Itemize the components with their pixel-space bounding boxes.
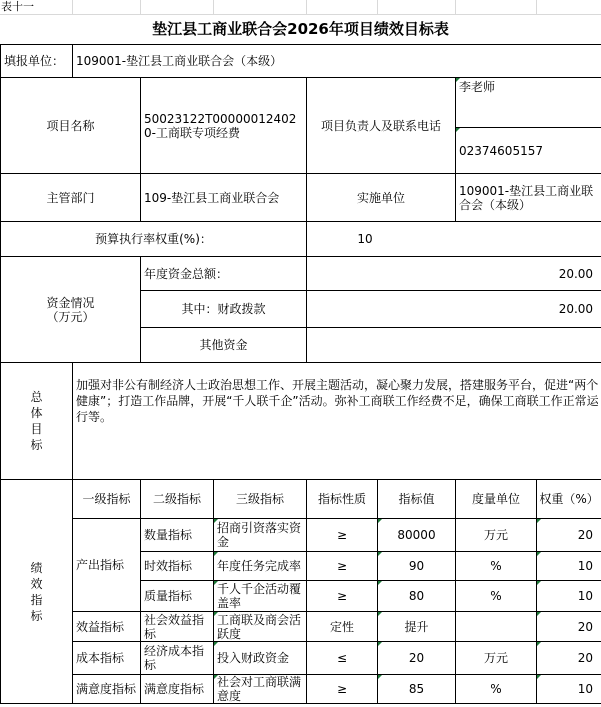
funds-fiscal-value: 20.00 bbox=[307, 291, 601, 328]
impl-label: 实施单位 bbox=[307, 174, 456, 222]
perf-unit: 万元 bbox=[456, 642, 537, 675]
funds-total-label: 年度资金总额： bbox=[141, 257, 307, 291]
perf-nature: ≥ bbox=[307, 581, 378, 612]
perf-weight: 20 bbox=[537, 519, 601, 552]
perf-l2: 时效指标 bbox=[141, 552, 214, 581]
header-unit: 度量单位 bbox=[456, 480, 537, 519]
perf-unit: 万元 bbox=[456, 519, 537, 552]
grid-line bbox=[377, 0, 378, 15]
header-l2: 二级指标 bbox=[141, 480, 214, 519]
header-l1: 一级指标 bbox=[73, 480, 141, 519]
perf-l3: 工商联及商会活跃度 bbox=[214, 612, 307, 642]
perf-label: 绩效指标 bbox=[30, 560, 43, 623]
perf-value: 20 bbox=[378, 642, 456, 675]
perf-l3: 社会对工商联满意度 bbox=[214, 675, 307, 704]
perf-unit bbox=[456, 612, 537, 642]
perf-nature: ≥ bbox=[307, 675, 378, 704]
perf-nature: ≤ bbox=[307, 642, 378, 675]
funds-total-value: 20.00 bbox=[307, 257, 601, 291]
perf-weight: 10 bbox=[537, 581, 601, 612]
perf-value: 80000 bbox=[378, 519, 456, 552]
perf-l3: 千人千企活动覆盖率 bbox=[214, 581, 307, 612]
grid-line bbox=[306, 0, 307, 15]
perf-nature: 定性 bbox=[307, 612, 378, 642]
supervisor-label: 主管部门 bbox=[1, 174, 141, 222]
goal-label: 总体目标 bbox=[30, 390, 43, 452]
perf-l2: 经济成本指标 bbox=[141, 642, 214, 675]
perf-unit: % bbox=[456, 675, 537, 704]
budget-value: 10 bbox=[307, 222, 601, 257]
goal-label-cell bbox=[1, 363, 73, 480]
perf-weight: 10 bbox=[537, 675, 601, 704]
fill-unit-label: 填报单位： bbox=[1, 45, 73, 78]
perf-unit: % bbox=[456, 581, 537, 612]
perf-l1: 效益指标 bbox=[73, 612, 141, 642]
perf-value: 80 bbox=[378, 581, 456, 612]
grid-line bbox=[213, 0, 214, 15]
perf-l3: 年度任务完成率 bbox=[214, 552, 307, 581]
perf-weight: 20 bbox=[537, 642, 601, 675]
header-nature: 指标性质 bbox=[307, 480, 378, 519]
funds-other-label: 其他资金 bbox=[141, 328, 307, 363]
performance-table bbox=[0, 44, 601, 704]
perf-l1: 产出指标 bbox=[73, 519, 141, 612]
page-title: 垫江县工商业联合会2026年项目绩效目标表 bbox=[0, 15, 601, 45]
project-name-label: 项目名称 bbox=[1, 78, 141, 174]
perf-l2: 质量指标 bbox=[141, 581, 214, 612]
header-value: 指标值 bbox=[378, 480, 456, 519]
funds-other-value bbox=[307, 328, 601, 363]
perf-l2: 社会效益指标 bbox=[141, 612, 214, 642]
contact-name: 李老师 bbox=[456, 78, 601, 128]
contact-cell bbox=[456, 78, 601, 174]
perf-l1: 满意度指标 bbox=[73, 675, 141, 704]
perf-value: 提升 bbox=[378, 612, 456, 642]
perf-nature: ≥ bbox=[307, 519, 378, 552]
contact-phone: 02374605157 bbox=[456, 128, 601, 173]
header-l3: 三级指标 bbox=[214, 480, 307, 519]
goal-text: 加强对非公有制经济人士政治思想工作、开展主题活动，凝心聚力发展，搭建服务平台，促进“两个健康”；打造工作品牌，开展“千人联千企”活动。弥补工商联工作经费不足，确保工商联工作正常运行等。 bbox=[73, 363, 601, 480]
perf-l1: 成本指标 bbox=[73, 642, 141, 675]
perf-l3: 投入财政资金 bbox=[214, 642, 307, 675]
funds-label: 资金情况 （万元） bbox=[1, 257, 141, 363]
perf-unit: % bbox=[456, 552, 537, 581]
impl-value: 109001-垫江县工商业联合会（本级） bbox=[456, 174, 601, 222]
perf-nature: ≥ bbox=[307, 552, 378, 581]
grid-line bbox=[536, 0, 537, 15]
supervisor-value: 109-垫江县工商业联合会 bbox=[141, 174, 307, 222]
perf-l3: 招商引资落实资金 bbox=[214, 519, 307, 552]
project-name-value: 50023122T000000124020-工商联专项经费 bbox=[141, 78, 307, 174]
perf-label-cell bbox=[1, 480, 73, 704]
contact-label: 项目负责人及联系电话 bbox=[307, 78, 456, 174]
header-weight: 权重（%） bbox=[537, 480, 601, 519]
perf-weight: 10 bbox=[537, 552, 601, 581]
perf-l2: 满意度指标 bbox=[141, 675, 214, 704]
grid-line bbox=[140, 0, 141, 15]
sheet-label: 表十一 bbox=[0, 0, 601, 15]
perf-value: 85 bbox=[378, 675, 456, 704]
grid-line bbox=[455, 0, 456, 15]
perf-value: 90 bbox=[378, 552, 456, 581]
funds-fiscal-label: 其中：财政拨款 bbox=[141, 291, 307, 328]
fill-unit-value: 109001-垫江县工商业联合会（本级） bbox=[73, 45, 601, 78]
perf-l2: 数量指标 bbox=[141, 519, 214, 552]
perf-weight: 20 bbox=[537, 612, 601, 642]
grid-line bbox=[72, 0, 73, 15]
budget-label: 预算执行率权重(%)： bbox=[1, 222, 307, 257]
